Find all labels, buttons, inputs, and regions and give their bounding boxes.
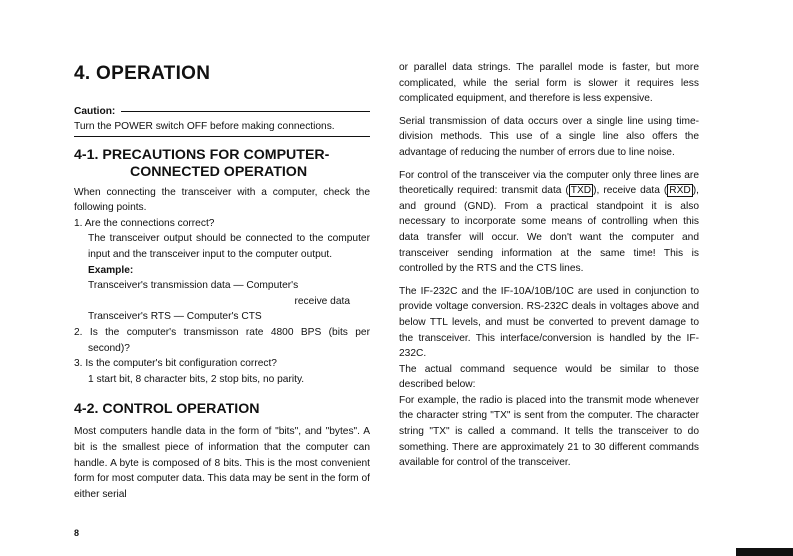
example-line-2: Transceiver's RTS — Computer's CTS [88, 311, 262, 323]
question-3-body: 1 start bit, 8 character bits, 2 stop bits, no parity. [88, 373, 305, 385]
section-4-2-title: 4-2. CONTROL OPERATION [74, 401, 260, 418]
paragraph-4: The IF-232C and the IF-10A/10B/10C are used in conjunction to provide voltage conversion. RS-232C deals in voltages above and below TTL levels, and must be converted to prevent damage to the transceiver. This interface/conversion is handled by the IF-232C. [399, 285, 699, 360]
paragraph-2: Serial transmission of data occurs over a single line using time-division methods. This use of a single line also offers the advantage of reducing the number of errors due to line noise. [399, 115, 699, 158]
page-number: 8 [74, 528, 80, 538]
left-column [74, 60, 370, 502]
paragraph-3-part-c: ), and ground (GND). From a practical standpoint it is also necessary to incorporate some means of controlling when this data transfer will occur. We don't want the computer and transceiver sending information at the same time! This is controlled by the RTS and the CTS lines. [399, 185, 700, 275]
caution-heading [74, 104, 370, 119]
scan-edge-mark [736, 548, 793, 556]
txd-signal: $\overline{TXD}$ [570, 185, 592, 197]
paragraph-3 [399, 168, 699, 277]
section-4-2-body: Most computers handle data in the form of "bits", and "bytes". A bit is the smallest piece of information that the computer can handle. A byte is composed of 8 bits. This is the most convenient form for most computer data. This data may be sent in the form of either serial [74, 426, 370, 500]
example-line-1: Transceiver's transmission data — Computer's [88, 280, 299, 292]
example-line-1-cont: receive data [294, 295, 350, 307]
paragraph-1: or parallel data strings. The parallel mode is faster, but more complicated, while the serial form is slower it requires less complicated equipment, and therefore is less expensive. [399, 62, 699, 105]
page-title: 4. OPERATION [74, 63, 211, 84]
question-1-body: The transceiver output should be connected to the computer input and the transceiver input to the computer output. [88, 233, 370, 260]
example-label: Example: [88, 264, 134, 276]
section-4-1-title [74, 147, 370, 181]
question-2: 2. Is the computer's transmisson rate 4800 BPS (bits per second)? [74, 326, 370, 354]
section-4-1-title-line1: 4-1. PRECAUTIONS FOR COMPUTER- [74, 146, 330, 163]
section-4-1-title-line2: CONNECTED OPERATION [130, 163, 308, 180]
paragraph-6: For example, the radio is placed into the transmit mode whenever the character string "TX" is sent from the computer. The character string "TX" is called a command. It tells the transceiver to do something. There are approximately 21 to 30 different commands available for control of the transceiver. [399, 394, 699, 469]
caution-label: Caution: [74, 106, 116, 117]
right-column [399, 60, 699, 471]
question-1: 1. Are the connections correct? [74, 217, 215, 229]
caution-text: Turn the POWER switch OFF before making connections. [74, 119, 370, 137]
rxd-signal: $\overline{RXD}$ [669, 185, 691, 197]
paragraph-3-part-b: ), receive data ( [593, 185, 668, 197]
caution-rule [121, 111, 370, 112]
paragraph-5: The actual command sequence would be similar to those described below: [399, 363, 699, 391]
paragraph-3-part-a: For control of the transceiver via the computer only three lines are theoretically required: transmit data ( [399, 169, 699, 197]
section-4-1-intro: When connecting the transceiver with a computer, check the following points. [74, 186, 370, 214]
question-3: 3. Is the computer's bit configuration correct? [74, 358, 277, 370]
